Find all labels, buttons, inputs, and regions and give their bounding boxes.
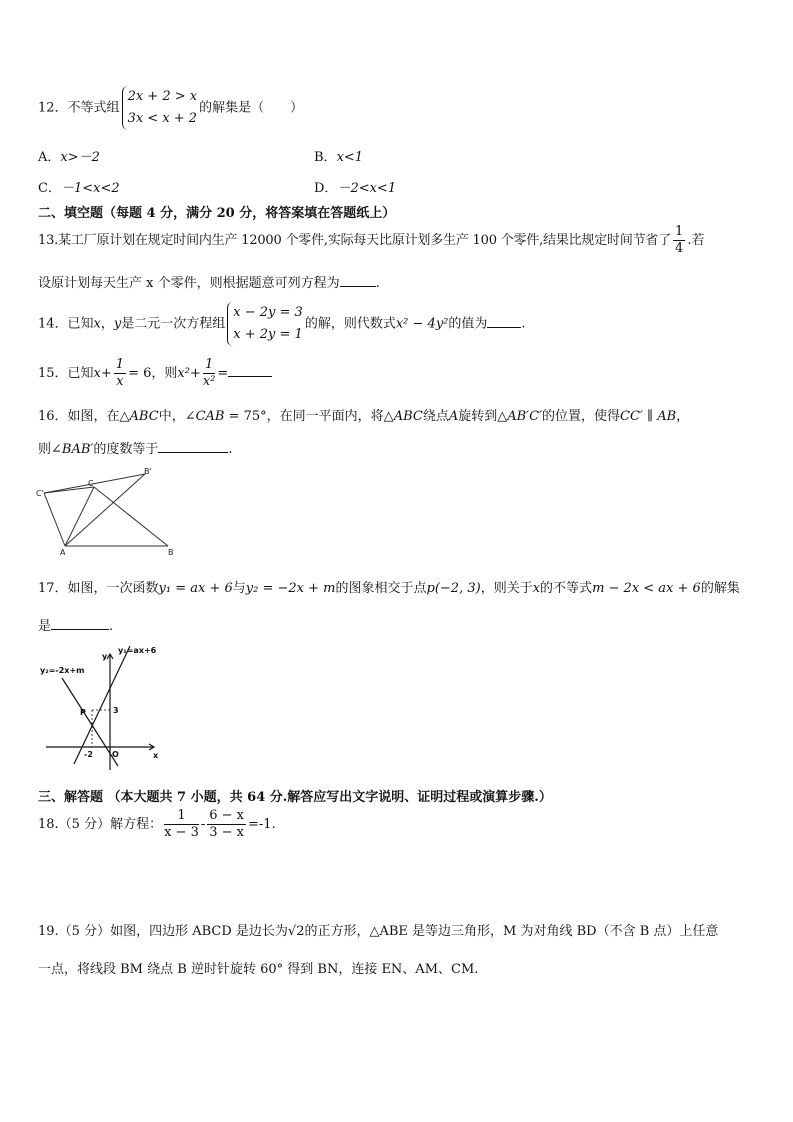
- q17-x: x: [532, 581, 541, 596]
- q14-eq1: x − 2y = 3: [233, 305, 303, 320]
- q18-f1-num: 1: [164, 808, 199, 825]
- q17-graph: [36, 642, 168, 772]
- q18: [38, 808, 276, 841]
- option-text: －2<x<1: [337, 181, 397, 196]
- q14-x: x: [93, 316, 101, 332]
- label-y1: y₁=ax+6: [118, 646, 157, 655]
- q13-frac-den: 4: [675, 241, 684, 256]
- q19-line1: [38, 920, 718, 939]
- label-c: C: [88, 479, 94, 488]
- q17-y1: y₁ = ax + 6: [158, 581, 233, 596]
- q12-number: 12．: [38, 100, 68, 116]
- q17-inequality: m − 2x < ax + 6: [592, 581, 701, 596]
- q16-text: 的度数等于: [93, 442, 159, 457]
- q14-part1: 14．已知: [38, 316, 94, 332]
- q14-system: [227, 302, 303, 346]
- q13-line2: [38, 272, 380, 291]
- q16-text: ，: [676, 409, 690, 424]
- q12-system: [122, 86, 198, 130]
- q12-option-b: [314, 146, 363, 165]
- q17-text: ，则关于: [480, 581, 533, 596]
- q15-frac-num: 1: [115, 357, 125, 372]
- label-y: y: [102, 652, 108, 661]
- q12-option-a: [38, 146, 100, 165]
- label-y2: y₂=-2x+m: [40, 666, 85, 675]
- q14-part3: 的解，则代数式: [304, 316, 396, 332]
- q15: [38, 357, 272, 390]
- q15-frac2-num: 1: [203, 357, 216, 374]
- q18-fraction2: [207, 808, 246, 841]
- q12-option-d: [314, 177, 396, 196]
- label-x: x: [153, 751, 159, 760]
- q17-line1: [38, 577, 740, 596]
- q14-part2: 是二元一次方程组: [121, 316, 226, 332]
- q16-abc: ABC: [129, 409, 159, 424]
- q19-sqrt: √2: [287, 924, 305, 939]
- q18-f1-den: x − 3: [164, 825, 199, 840]
- section3-title: 三、解答题 （本大题共 7 小题，共 64 分.解答应写出文字说明、证明过程或演算步骤.）: [38, 790, 552, 805]
- segment-cprime-bprime: [44, 474, 145, 493]
- q15-x2: x²: [177, 366, 190, 381]
- q18-f2-den: 3 − x: [209, 825, 245, 840]
- q16-parallel: ∥: [642, 409, 658, 424]
- q16-text: 旋转到△: [458, 409, 508, 424]
- q15-eq6: = 6: [128, 366, 152, 381]
- q15-frac-den: x: [116, 374, 124, 389]
- q16-ab: AB: [657, 409, 677, 424]
- q15-plus2: +: [189, 366, 201, 381]
- q16-answer-blank[interactable]: [158, 440, 228, 453]
- q17-point-p: p(−2, 3): [426, 581, 481, 596]
- q19-text: 一点，将线段 BM 绕点 B 逆时针旋转 60° 得到 BN，连接 EN、AM、CM.: [38, 962, 479, 977]
- q16-line1: [38, 405, 689, 424]
- q14-comma: ，: [100, 316, 114, 332]
- q18-fraction1: [164, 808, 199, 841]
- q13-frac-num: 1: [675, 224, 684, 239]
- option-text: x<1: [336, 150, 364, 165]
- q18-eq: =-1.: [248, 817, 276, 832]
- q15-answer-blank[interactable]: [228, 364, 272, 377]
- q17-y2: y₂ = −2x + m: [245, 581, 336, 596]
- segment-c-a: [65, 487, 94, 546]
- q13-line1-end: .若: [687, 233, 705, 248]
- label-c-prime: C': [36, 489, 44, 498]
- q14-answer-blank[interactable]: [487, 315, 521, 328]
- q13-answer-blank[interactable]: [340, 274, 376, 287]
- q19-text: 19.（5 分）如图，四边形 ABCD 是边长为: [38, 924, 288, 939]
- q16-text: = 75°，在同一平面内，将△: [224, 409, 394, 424]
- label-origin: O: [112, 750, 119, 759]
- option-label: B．: [314, 150, 337, 165]
- q17-text: 与: [232, 581, 246, 596]
- q14-y: y: [113, 316, 122, 332]
- option-label: C．: [38, 181, 61, 196]
- q17-text: 17．如图，一次函数: [38, 581, 159, 596]
- label-a: A: [60, 548, 66, 557]
- q14: [38, 302, 526, 346]
- q17-text: .: [109, 619, 114, 634]
- q15-fraction: [114, 357, 126, 390]
- q16-line2: [38, 438, 233, 457]
- q18-text: 18.（5 分）解方程：: [38, 817, 163, 832]
- q19-line2: [38, 958, 478, 977]
- q16-text: 则∠: [38, 442, 62, 457]
- q16-abc: ABC: [393, 409, 423, 424]
- q18-f2-num: 6 − x: [209, 808, 245, 823]
- q16-point-a: A: [448, 409, 459, 424]
- q13-text: 13.某工厂原计划在规定时间内生产 12000 个零件,实际每天比原计划多生产 100 个零件,结果比规定时间节省了: [38, 233, 672, 248]
- q12-line1: 2x + 2 > x: [127, 89, 198, 104]
- q12: [38, 86, 303, 130]
- q16-text: .: [228, 442, 233, 457]
- q12-suffix: 的解集是（ ）: [199, 100, 304, 116]
- q19-text: 的正方形，△ABE 是等边三角形，M 为对角线 BD（不含 B 点）上任意: [304, 924, 719, 939]
- q18-minus: -: [200, 817, 206, 832]
- q12-option-c: [38, 177, 120, 196]
- q17-answer-blank[interactable]: [51, 617, 109, 630]
- q14-eq2: x + 2y = 1: [233, 327, 303, 342]
- label-b: B: [168, 548, 174, 557]
- label-b-prime: B': [144, 467, 152, 476]
- q16-text: 中，∠: [158, 409, 196, 424]
- q15-part2: ，则: [151, 366, 178, 381]
- q13-line1: [38, 224, 704, 257]
- q16-abc-prime: AB′C′: [507, 409, 543, 424]
- option-text: x>－2: [60, 150, 100, 165]
- q17-text: 的解集: [700, 581, 740, 596]
- q14-part4: 的值为: [448, 316, 488, 332]
- q17-text: 的图象相交于点: [335, 581, 427, 596]
- q16-text: 的位置，使得: [542, 409, 621, 424]
- segment-cprime-a: [44, 493, 65, 546]
- q17-text: 的不等式: [540, 581, 593, 596]
- q15-part1: 15．已知: [38, 366, 94, 381]
- label-p: P: [80, 708, 86, 717]
- q16-text: 绕点: [422, 409, 449, 424]
- q15-eq: =: [217, 366, 229, 381]
- q16-bab: BAB′: [61, 442, 94, 457]
- q16-cc: CC′: [620, 409, 643, 424]
- label-three: 3: [113, 706, 119, 715]
- option-label: D．: [314, 181, 338, 196]
- line-y1: [74, 646, 130, 764]
- q17-line2: [38, 615, 113, 634]
- q15-fraction2: [203, 357, 216, 390]
- q12-line2: 3x < x + 2: [127, 111, 198, 126]
- option-label: A．: [38, 150, 61, 165]
- q16-figure: [36, 466, 186, 558]
- option-text: －1<x<2: [60, 181, 120, 196]
- q15-x: x: [93, 366, 101, 381]
- segment-a-bprime: [65, 474, 145, 546]
- q13-text2: 设原计划每天生产 x 个零件，则根据题意可列方程为: [38, 276, 340, 291]
- section2-title: 二、填空题（每题 4 分，满分 20 分，将答案填在答题纸上）: [38, 206, 396, 221]
- q16-cab: CAB: [195, 409, 225, 424]
- q13-line2-end: .: [375, 276, 380, 291]
- label-neg2: -2: [84, 750, 93, 759]
- q17-text: 是: [38, 619, 52, 634]
- q14-expr: x² − 4y²: [395, 316, 449, 332]
- segment-c-b: [94, 487, 168, 546]
- q15-frac2-den: x²: [202, 374, 216, 389]
- q13-fraction: [673, 224, 685, 257]
- q16-text: 16．如图，在△: [38, 409, 130, 424]
- q15-plus: +: [100, 366, 112, 381]
- q12-prefix: 不等式组: [67, 100, 120, 116]
- q14-end: .: [521, 316, 526, 332]
